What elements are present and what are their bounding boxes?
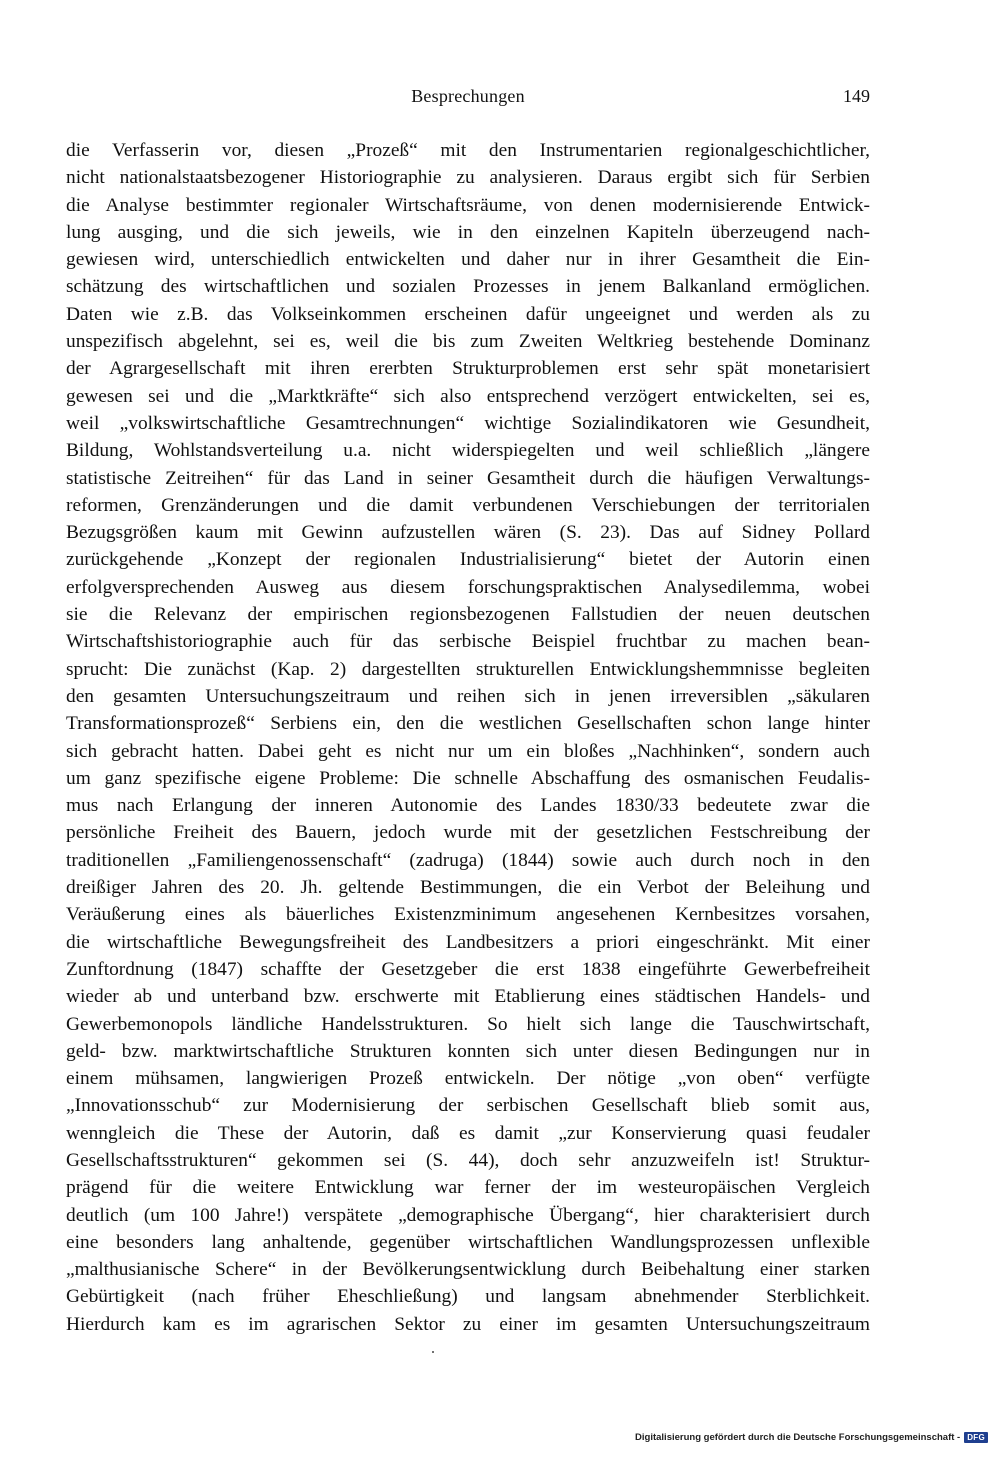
- text-line: Wirtschaftshistoriographie auch für das serbische Beispiel fruchtbar zu machen bean-: [66, 631, 870, 653]
- digitization-credit: [635, 1432, 988, 1443]
- text-line: sich gebracht hatten. Dabei geht es nicht nur um ein bloßes „Nachhinken“, sondern auch: [66, 740, 870, 762]
- text-line: eine besonders lang anhaltende, gegenüber wirtschaftlichen Wandlungsprozessen unflexible: [66, 1231, 870, 1253]
- text-line: Veräußerung eines als bäuerliches Existenzminimum angesehenen Kernbesitzes vorsahen,: [66, 904, 870, 926]
- dfg-logo-icon: DFG: [964, 1432, 988, 1443]
- scan-speck: [432, 1351, 434, 1353]
- text-line: dreißiger Jahren des 20. Jh. geltende Bestimmungen, die ein Verbot der Beleihung und: [66, 877, 870, 899]
- text-line: statistische Zeitreihen“ für das Land in seiner Gesamtheit durch die häufigen Verwaltungs-: [66, 467, 870, 489]
- text-line: reformen, Grenzänderungen und die damit verbundenen Verschiebungen der territorialen: [66, 494, 870, 516]
- text-line: „malthusianische Schere“ in der Bevölkerungsentwicklung durch Beibehaltung einer starken: [66, 1259, 870, 1281]
- text-line: die Verfasserin vor, diesen „Prozeß“ mit den Instrumentarien regionalgeschichtlicher,: [66, 140, 870, 161]
- text-line: zurückgehende „Konzept der regionalen Industrialisierung“ bietet der Autorin einen: [66, 549, 870, 571]
- text-line: wenngleich die These der Autorin, daß es damit „zur Konservierung quasi feudaler: [66, 1122, 870, 1144]
- text-line: einem mühsamen, langwierigen Prozeß entwickeln. Der nötige „von oben“ verfügte: [66, 1068, 870, 1090]
- page-number: 149: [843, 86, 870, 106]
- text-line: Gebürtigkeit (nach früher Eheschließung) und langsam abnehmender Sterblichkeit.: [66, 1286, 870, 1308]
- text-line: die Analyse bestimmter regionaler Wirtschaftsräume, von denen modernisierende Entwick-: [66, 194, 870, 216]
- text-line: wieder ab und unterband bzw. erschwerte mit Etablierung eines städtischen Handels- und: [66, 986, 870, 1008]
- text-line: um ganz spezifische eigene Probleme: Die schnelle Abschaffung des osmanischen Feudalis-: [66, 767, 870, 789]
- text-line: „Innovationsschub“ zur Modernisierung der serbischen Gesellschaft blieb somit aus,: [66, 1095, 870, 1117]
- text-line: schätzung des wirtschaftlichen und sozialen Prozesses in jenem Balkanland ermöglichen.: [66, 276, 870, 298]
- text-line: nicht nationalstaatsbezogener Historiographie zu analysieren. Daraus ergibt sich für Serbien: [66, 167, 870, 189]
- text-line: geld- bzw. marktwirtschaftliche Strukturen konnten sich unter diesen Bedingungen nur in: [66, 1040, 870, 1062]
- text-line: mus nach Erlangung der inneren Autonomie des Landes 1830/33 bedeutete zwar die: [66, 795, 870, 817]
- text-line: weil „volkswirtschaftliche Gesamtrechnungen“ wichtige Sozialindikatoren wie Gesundheit,: [66, 412, 870, 434]
- text-line: Bildung, Wohlstandsverteilung u.a. nicht widerspiegelten und weil schließlich „längere: [66, 440, 870, 462]
- page-header: [66, 86, 870, 112]
- text-line: sie die Relevanz der empirischen regionsbezogenen Fallstudien der neuen deutschen: [66, 604, 870, 626]
- text-line: sprucht: Die zunächst (Kap. 2) dargestellten strukturellen Entwicklungshemmnisse begleiten: [66, 658, 870, 680]
- text-line: Bezugsgrößen kaum mit Gewinn aufzustellen wären (S. 23). Das auf Sidney Pollard: [66, 522, 870, 544]
- text-line: prägend für die weitere Entwicklung war ferner der im westeuropäischen Vergleich: [66, 1177, 870, 1199]
- credit-text: Digitalisierung gefördert durch die Deutsche Forschungsgemeinschaft -: [635, 1432, 961, 1443]
- text-line: traditionellen „Familiengenossenschaft“ (zadruga) (1844) sowie auch durch noch in den: [66, 849, 870, 871]
- text-line: Daten wie z.B. das Volkseinkommen erscheinen dafür ungeeignet und werden als zu: [66, 303, 870, 325]
- text-line: unspezifisch abgelehnt, sei es, weil die bis zum Zweiten Weltkrieg bestehende Dominanz: [66, 331, 870, 353]
- text-line: den gesamten Untersuchungszeitraum und reihen sich in jenen irreversiblen „säkularen: [66, 685, 870, 707]
- text-line: die wirtschaftliche Bewegungsfreiheit des Landbesitzers a priori eingeschränkt. Mit einer: [66, 931, 870, 953]
- text-line: Transformationsprozeß“ Serbiens ein, den die westlichen Gesellschaften schon lange hinter: [66, 713, 870, 735]
- text-line: Gesellschaftsstrukturen“ gekommen sei (S. 44), doch sehr anzuzweifeln ist! Struktur-: [66, 1149, 870, 1171]
- text-line: gewesen sei und die „Marktkräfte“ sich also entsprechend verzögert entwickelten, sei es,: [66, 385, 870, 407]
- review-text: [66, 137, 870, 1338]
- text-line: gewiesen wird, unterschiedlich entwickelten und daher nur in ihrer Gesamtheit die Ein-: [66, 249, 870, 271]
- text-line: der Agrargesellschaft mit ihren ererbten Strukturproblemen erst sehr spät monetarisiert: [66, 358, 870, 380]
- text-line: persönliche Freiheit des Bauern, jedoch wurde mit der gesetzlichen Festschreibung der: [66, 822, 870, 844]
- text-line: Gewerbemonopols ländliche Handelsstrukturen. So hielt sich lange die Tauschwirtschaft,: [66, 1013, 870, 1035]
- text-line: Hierdurch kam es im agrarischen Sektor zu einer im gesamten Untersuchungszeitraum: [66, 1313, 870, 1335]
- running-head: Besprechungen: [411, 86, 525, 106]
- text-line: Zunftordnung (1847) schaffte der Gesetzgeber die erst 1838 eingeführte Gewerbefreiheit: [66, 958, 870, 980]
- text-line: erfolgversprechenden Ausweg aus diesem forschungspraktischen Analysedilemma, wobei: [66, 576, 870, 598]
- text-line: deutlich (um 100 Jahre!) verspätete „demographische Übergang“, hier charakterisiert durch: [66, 1204, 870, 1226]
- text-line: lung ausging, und die sich jeweils, wie in den einzelnen Kapiteln überzeugend nach-: [66, 221, 870, 243]
